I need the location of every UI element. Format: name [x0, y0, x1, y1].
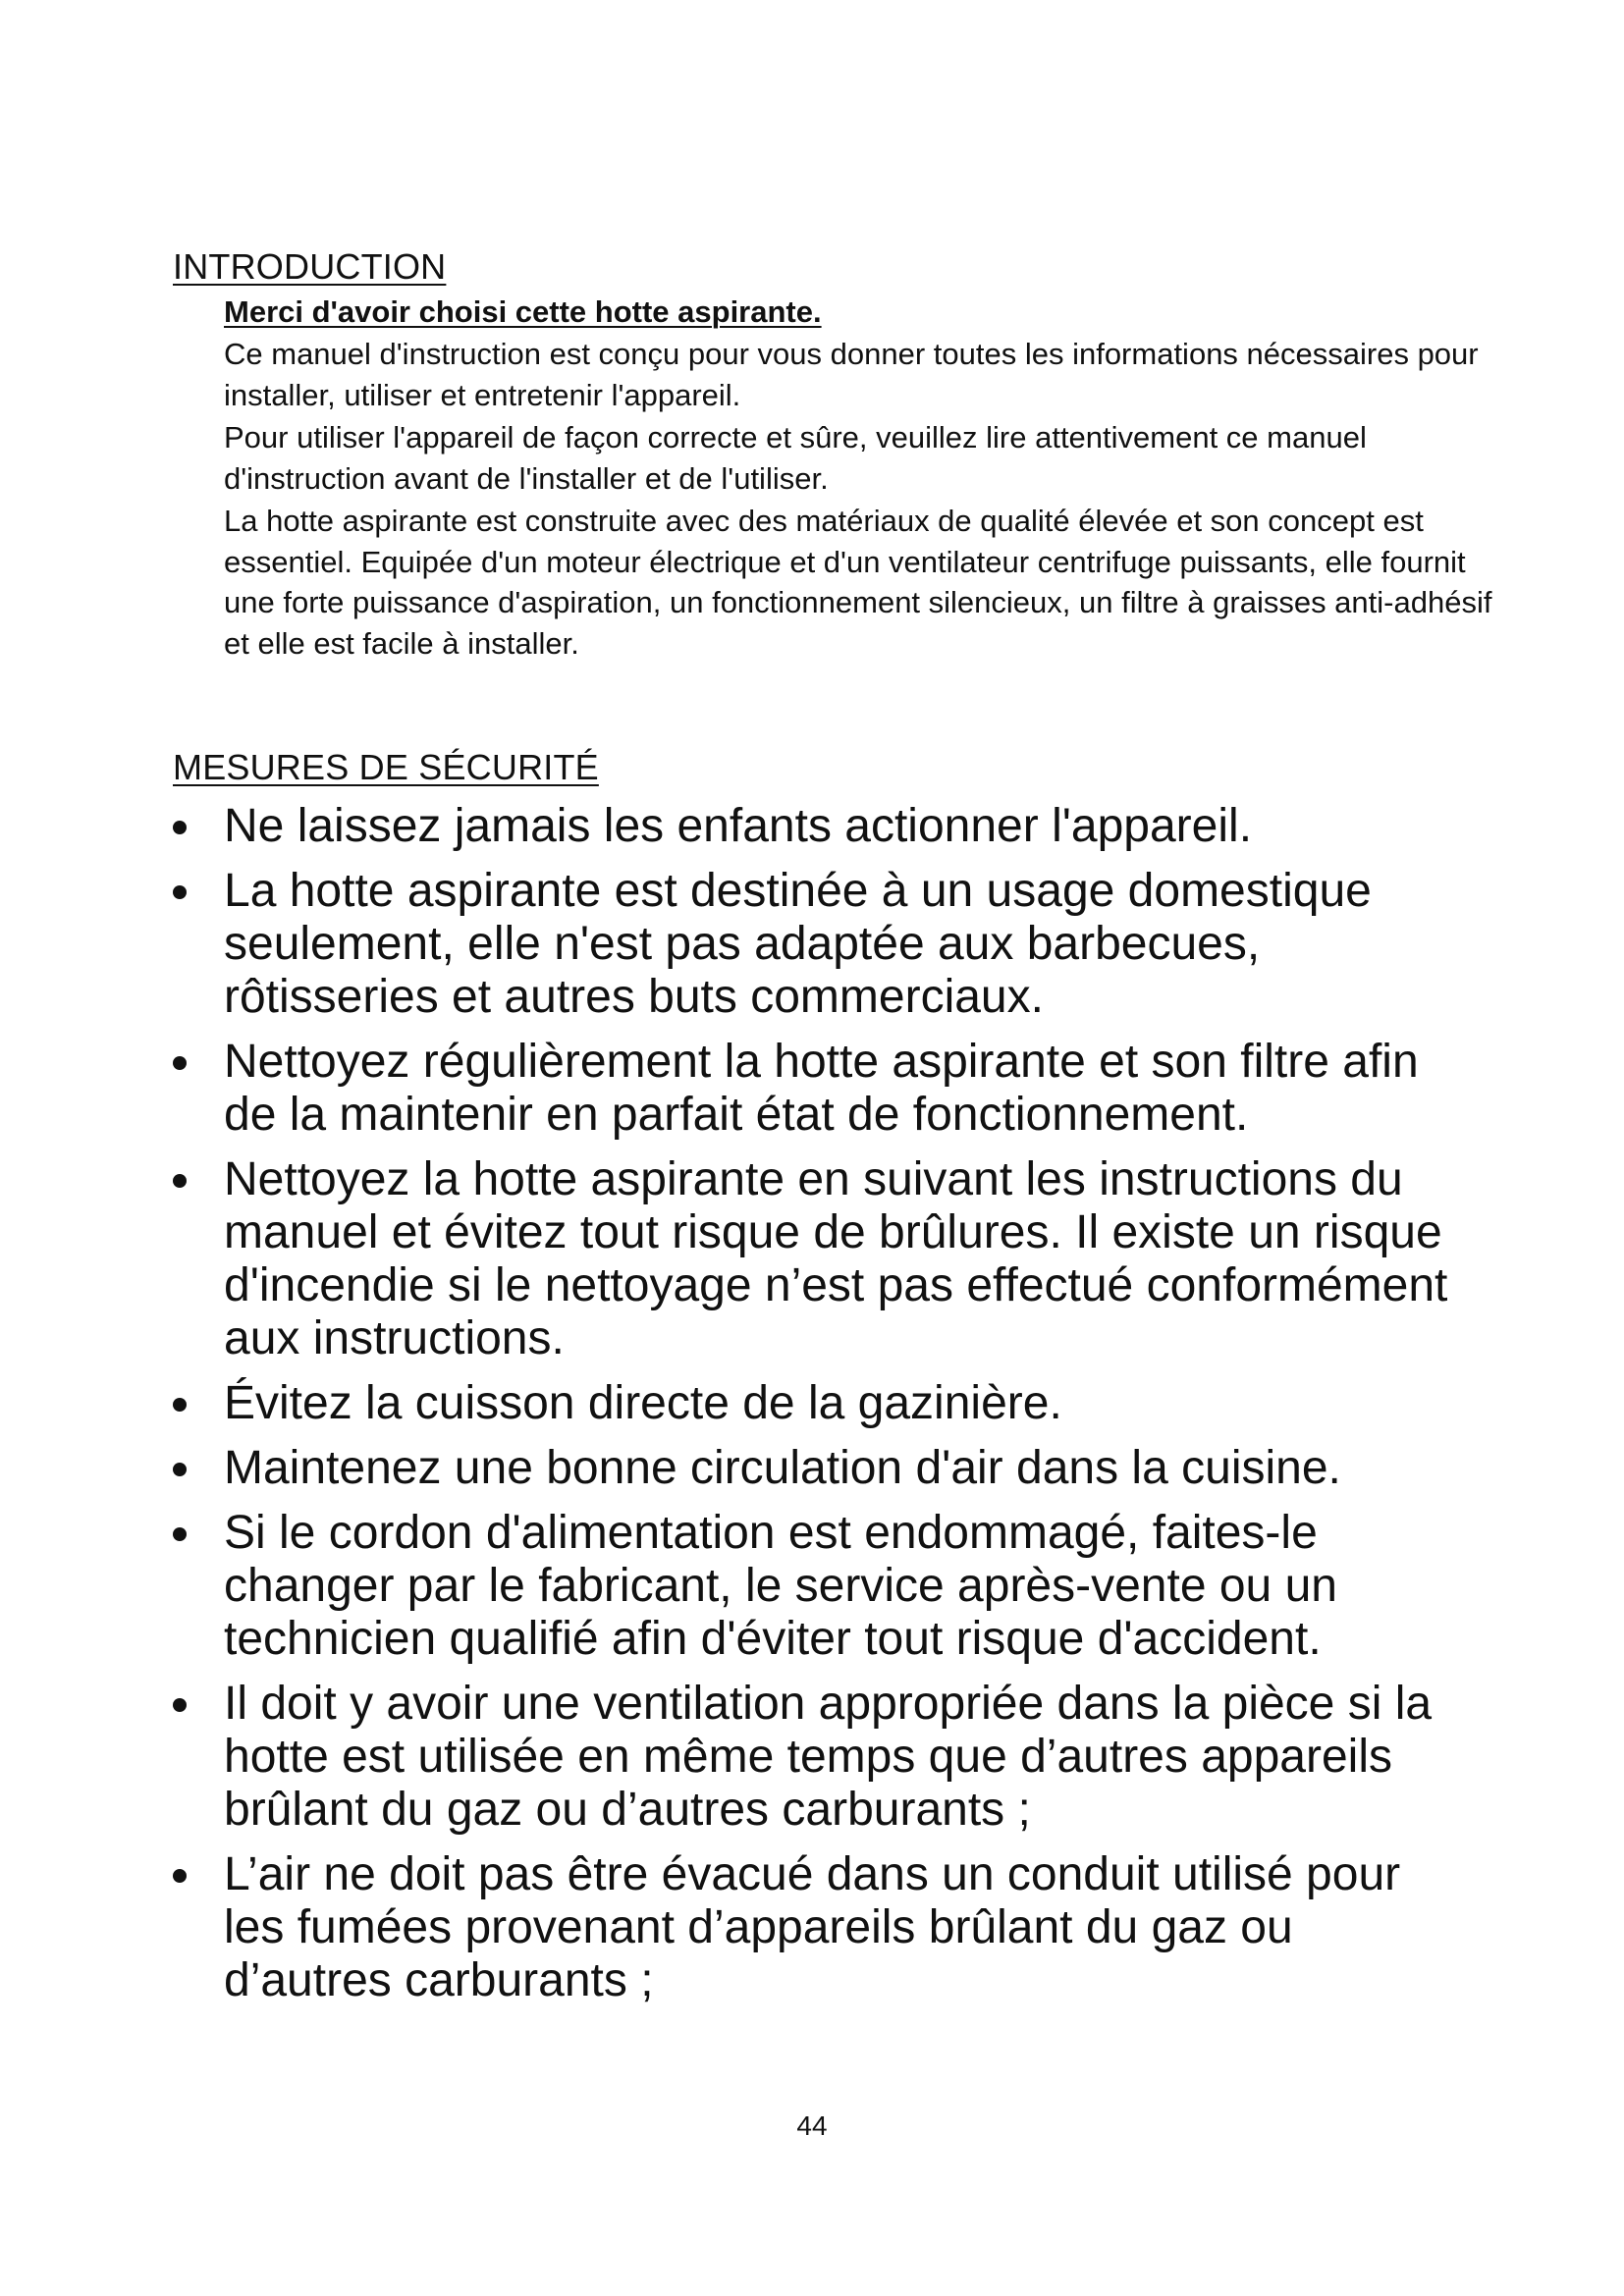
bullet-icon: [173, 885, 187, 899]
safety-list-item: [167, 1678, 1473, 1837]
bullet-icon: [173, 1698, 187, 1712]
introduction-body: [224, 334, 1500, 666]
introduction-subtitle: Merci d'avoir choisi cette hotte aspirante.: [224, 294, 822, 329]
safety-list-item: [167, 1507, 1473, 1666]
introduction-paragraph: Pour utiliser l'appareil de façon correcte et sûre, veuillez lire attentivement ce manuel d'instruction avant de l'installer et de l'utiliser.: [224, 420, 1367, 496]
safety-list-item: [167, 1442, 1473, 1495]
introduction-paragraph: La hotte aspirante est construite avec des matériaux de qualité élevée et son concept est essentiel. Equipée d'un moteur électrique et d'un ventilateur centrifuge puissants, elle fournit une forte puissance d'aspiration, un fonctionnement silencieux, un filtre à graisses anti-adhésif et elle est facile à installer.: [224, 504, 1492, 661]
bullet-icon: [173, 1398, 187, 1412]
safety-list-item: [167, 865, 1473, 1024]
bullet-icon: [173, 1174, 187, 1188]
bullet-icon: [173, 1056, 187, 1070]
bullet-icon: [173, 821, 187, 834]
safety-list-item: [167, 1377, 1473, 1430]
bullet-icon: [173, 1527, 187, 1541]
bullet-icon: [173, 1869, 187, 1883]
safety-list: [167, 800, 1473, 2019]
bullet-icon: [173, 1463, 187, 1476]
introduction-paragraph: Ce manuel d'instruction est conçu pour vous donner toutes les informations nécessaires pour installer, utiliser et entretenir l'appareil.: [224, 337, 1479, 412]
safety-item-text: Il doit y avoir une ventilation appropriée dans la pièce si la hotte est utilisée en même temps que d’autres appareils brûlant du gaz ou d’autres carburants ;: [224, 1678, 1433, 1836]
safety-item-text: Si le cordon d'alimentation est endommagé, faites-le changer par le fabricant, le service après-vente ou un technicien qualifié afin d'éviter tout risque d'accident.: [224, 1507, 1337, 1665]
safety-list-item: [167, 1153, 1473, 1365]
page-number: 44: [796, 2110, 828, 2141]
safety-item-text: Nettoyez régulièrement la hotte aspirante et son filtre afin de la maintenir en parfait état de fonctionnement.: [224, 1036, 1419, 1141]
safety-item-text: Ne laissez jamais les enfants actionner l'appareil.: [224, 800, 1253, 852]
safety-list-item: [167, 1848, 1473, 2007]
introduction-heading: INTRODUCTION: [173, 246, 447, 287]
safety-item-text: La hotte aspirante est destinée à un usage domestique seulement, elle n'est pas adaptée aux barbecues, rôtisseries et autres buts commerciaux.: [224, 865, 1372, 1023]
safety-item-text: Maintenez une bonne circulation d'air dans la cuisine.: [224, 1442, 1341, 1494]
safety-item-text: L’air ne doit pas être évacué dans un conduit utilisé pour les fumées provenant d’appareils brûlant du gaz ou d’autres carburants ;: [224, 1848, 1401, 2006]
safety-list-item: [167, 800, 1473, 853]
safety-item-text: Évitez la cuisson directe de la gazinière.: [224, 1377, 1062, 1429]
safety-list-item: [167, 1036, 1473, 1142]
safety-item-text: Nettoyez la hotte aspirante en suivant les instructions du manuel et évitez tout risque de brûlures. Il existe un risque d'incendie si le nettoyage n’est pas effectué conformément aux instructions.: [224, 1153, 1448, 1364]
safety-heading: MESURES DE SÉCURITÉ: [173, 747, 599, 787]
